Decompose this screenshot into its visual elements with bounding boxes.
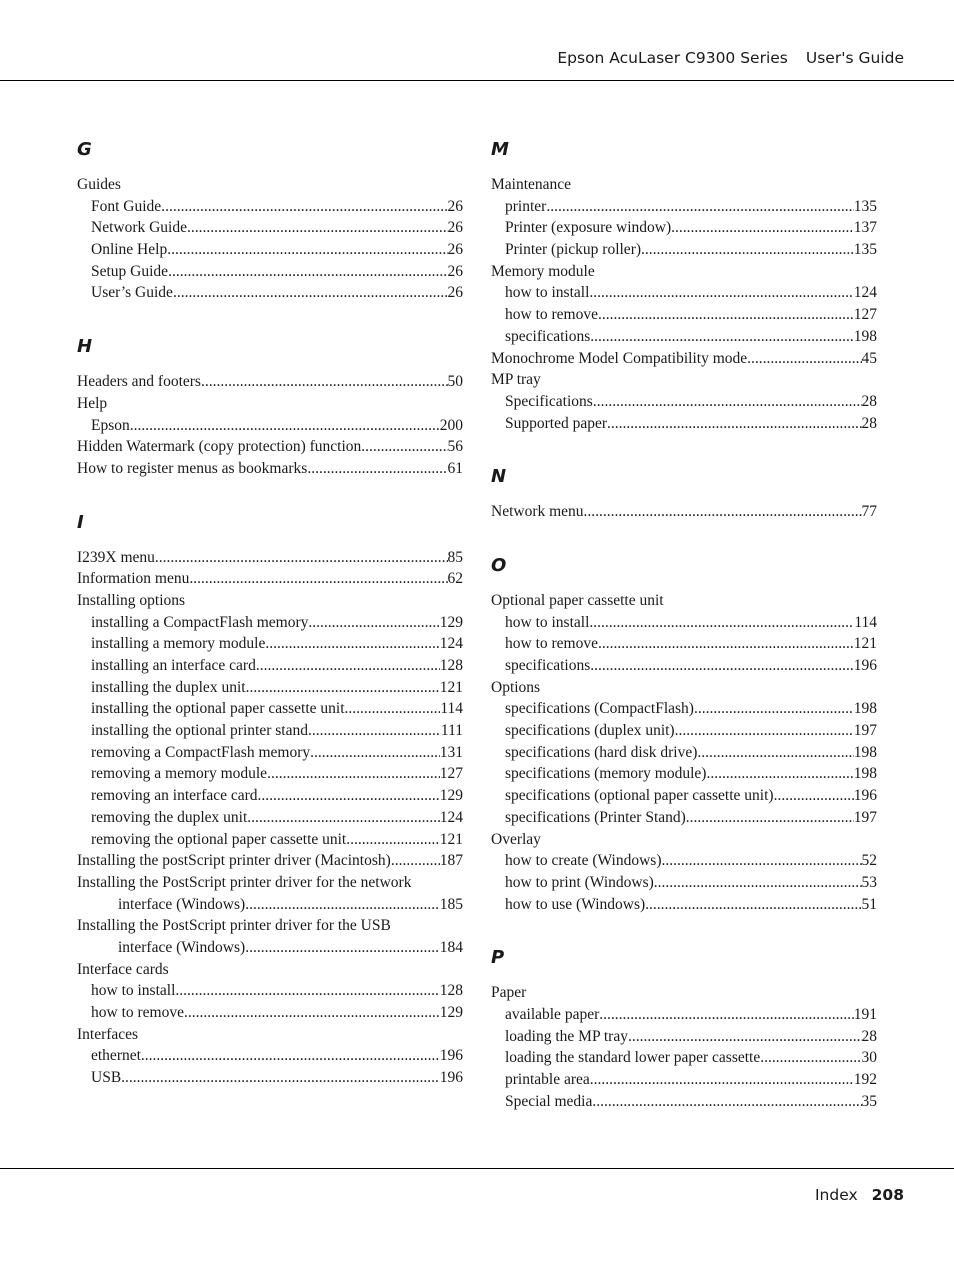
index-page-number[interactable]: 52 <box>861 852 877 870</box>
index-entry <box>77 590 463 612</box>
index-entry-text: Paper <box>491 984 527 1002</box>
index-page-number[interactable]: 124 <box>853 284 877 302</box>
index-entry-text: Optional paper cassette unit <box>491 591 664 609</box>
index-page-number[interactable]: 26 <box>447 262 463 280</box>
index-entry-text: Options <box>491 678 541 696</box>
index-page-number[interactable]: 196 <box>853 657 877 674</box>
index-page-number[interactable]: 192 <box>853 1071 877 1088</box>
page-number: 208 <box>871 1186 904 1204</box>
index-subentry[interactable] <box>77 655 463 677</box>
index-subentry[interactable] <box>491 894 877 916</box>
index-page-number[interactable]: 184 <box>439 938 463 956</box>
index-entry-text: how to print (Windows) <box>505 873 654 891</box>
index-entry-text: Monochrome Model Compatibility mode <box>491 349 748 367</box>
index-entry <box>491 174 877 196</box>
header-guide: User's Guide <box>805 49 904 67</box>
index-entry[interactable] <box>77 872 463 915</box>
index-entry[interactable] <box>77 547 463 569</box>
index-subentry[interactable] <box>491 196 877 218</box>
index-entry-text: Installing the PostScript printer driver for the network <box>77 873 412 891</box>
index-entry-text: Installing the PostScript printer driver for the USB <box>77 917 391 935</box>
index-subentry[interactable] <box>491 872 877 894</box>
index-page-number[interactable]: 26 <box>447 197 463 215</box>
index-subentry[interactable] <box>491 633 877 655</box>
index-page-number[interactable]: 191 <box>853 1005 877 1023</box>
footer-section: Index <box>814 1186 858 1204</box>
index-entry <box>77 1024 463 1046</box>
index-entry[interactable] <box>77 458 463 480</box>
index-entry-text: Interface cards <box>77 960 169 978</box>
index-entry-text: installing the optional paper cassette unit <box>91 700 345 718</box>
index-entry-text: Memory module <box>491 262 595 280</box>
header-product: Epson AcuLaser C9300 Series <box>557 49 788 67</box>
index-subentry[interactable] <box>491 391 877 413</box>
index-page-number[interactable]: 50 <box>447 373 463 391</box>
index-entry-text: removing a memory module <box>91 765 268 783</box>
index-page-number[interactable]: 124 <box>439 808 463 826</box>
index-entry-text: Interfaces <box>77 1025 139 1043</box>
index-page-number[interactable]: 128 <box>439 657 463 674</box>
index-entry-text: how to create (Windows) <box>505 852 662 870</box>
index-page-number[interactable]: 26 <box>447 241 463 259</box>
index-page-number[interactable]: 45 <box>861 349 877 367</box>
index-page-number[interactable]: 56 <box>447 438 463 456</box>
index-page-number[interactable]: 111 <box>440 722 463 740</box>
index-entry-text: how to use (Windows) <box>505 895 646 913</box>
index-page-number[interactable]: 114 <box>854 613 877 631</box>
index-page-number[interactable]: 127 <box>853 306 877 324</box>
index-page-number[interactable]: 28 <box>861 392 877 410</box>
index-entry-text: Hidden Watermark (copy protection) function <box>77 438 362 456</box>
index-letter-heading: P <box>491 947 505 969</box>
index-entry-text: USB <box>91 1069 122 1087</box>
index-page-number[interactable]: 28 <box>861 1027 877 1045</box>
index-subentry[interactable] <box>77 282 463 304</box>
index-page-number[interactable]: 26 <box>447 219 463 237</box>
index-entry-text: Maintenance <box>491 176 572 193</box>
index-section <box>491 465 877 523</box>
index-section <box>491 554 877 915</box>
index-subentry[interactable] <box>77 677 463 699</box>
index-page-number[interactable]: 137 <box>853 219 877 237</box>
index-subentry[interactable] <box>77 239 463 261</box>
index-entry-text: removing a CompactFlash memory <box>91 743 311 761</box>
index-page-number[interactable]: 53 <box>861 873 877 891</box>
index-subentry[interactable] <box>491 217 877 239</box>
index-letter-heading: G <box>77 139 92 160</box>
index-subentry[interactable] <box>491 239 877 261</box>
index-entry <box>77 393 463 415</box>
index-subentry[interactable] <box>77 196 463 218</box>
index-subentry[interactable] <box>491 326 877 348</box>
index-page-number[interactable]: 62 <box>447 570 463 588</box>
index-entry-text: removing the duplex unit <box>91 808 248 826</box>
index-entry-text: Specifications <box>505 392 593 410</box>
index-subentry[interactable] <box>77 980 463 1002</box>
index-subentry[interactable] <box>77 807 463 829</box>
index-section <box>77 511 463 1089</box>
index-page-number[interactable]: 129 <box>439 1004 463 1021</box>
index-letter-heading: O <box>491 554 507 576</box>
index-entry-text: specifications (duplex unit) <box>505 722 675 740</box>
index-entry[interactable] <box>77 915 463 958</box>
index-page-number[interactable]: 121 <box>853 635 877 653</box>
index-entry-text: Network menu <box>491 503 584 521</box>
index-page-number[interactable]: 196 <box>853 787 877 805</box>
index-page-number[interactable]: 196 <box>439 1069 463 1087</box>
index-entry-text: installing the duplex unit <box>91 678 246 696</box>
index-entry[interactable] <box>77 568 463 590</box>
index-entry-text: How to register menus as bookmarks <box>77 459 308 477</box>
index-subentry[interactable] <box>491 698 877 720</box>
index-entry-text: Network Guide <box>91 219 187 237</box>
index-subentry[interactable] <box>491 763 877 785</box>
index-entry-text: specifications (memory module) <box>505 765 707 783</box>
index-entry-text: printer <box>505 197 547 215</box>
index-subentry[interactable] <box>491 1004 877 1026</box>
index-entry-text: ethernet <box>91 1047 141 1065</box>
index-subentry[interactable] <box>491 304 877 326</box>
index-entry <box>491 261 877 283</box>
index-page-number[interactable]: 114 <box>440 700 463 718</box>
index-entry-text: removing the optional paper cassette unit <box>91 830 347 848</box>
index-entry-text: how to install <box>91 982 176 1000</box>
index-entry-text: installing the optional printer stand <box>91 722 308 740</box>
index-subentry[interactable] <box>491 1047 877 1069</box>
index-entry-text: Information menu <box>77 570 190 588</box>
index-entry-text: Supported paper <box>505 414 608 432</box>
index-subentry[interactable] <box>491 742 877 764</box>
index-entry <box>77 959 463 981</box>
index-page-number[interactable]: 51 <box>861 895 877 913</box>
index-page-number[interactable]: 121 <box>439 678 463 696</box>
index-subentry[interactable] <box>77 1067 463 1089</box>
index-subentry[interactable] <box>491 1069 877 1091</box>
index-entry-text: Overlay <box>491 830 541 848</box>
index-section <box>491 946 877 1112</box>
index-page-number[interactable]: 30 <box>861 1049 877 1067</box>
index-page-number[interactable]: 61 <box>447 459 463 477</box>
index-entry-text: specifications (Printer Stand) <box>505 808 686 826</box>
index-page-number[interactable]: 196 <box>439 1047 463 1065</box>
index-entry-text: installing a CompactFlash memory <box>91 613 309 631</box>
index-entry-text: Font Guide <box>91 197 162 215</box>
index-subentry[interactable] <box>77 1045 463 1067</box>
index-entry-text: printable area <box>505 1071 590 1088</box>
index-page-number[interactable]: 198 <box>853 700 877 718</box>
index-page-number[interactable]: 198 <box>853 743 877 761</box>
index-subentry[interactable] <box>491 655 877 677</box>
index-entry-text: removing an interface card <box>91 787 258 805</box>
index-entry-text: I239X menu <box>77 548 155 566</box>
index-letter-heading: N <box>491 466 507 488</box>
index-entry-text: specifications (optional paper cassette unit) <box>505 787 774 805</box>
running-footer <box>815 1186 904 1204</box>
index-section <box>77 138 463 304</box>
index-page-number[interactable]: 77 <box>861 503 877 521</box>
index-page-number[interactable]: 135 <box>853 197 877 215</box>
index-entry-text: available paper <box>505 1005 600 1023</box>
index-page-number[interactable]: 129 <box>439 613 463 631</box>
index-letter-heading: H <box>77 336 93 358</box>
index-entry-text: MP tray <box>491 371 541 389</box>
index-subentry[interactable] <box>77 785 463 807</box>
index-entry <box>491 590 877 612</box>
index-entry-text: how to remove <box>505 635 598 653</box>
index-entry-text: Setup Guide <box>91 262 169 280</box>
index-subentry[interactable] <box>491 807 877 829</box>
index-entry-text: Epson <box>91 416 130 434</box>
index-page-number[interactable]: 198 <box>853 327 877 345</box>
index-entry-text: loading the MP tray <box>505 1027 628 1045</box>
index-entry-text: specifications (CompactFlash) <box>505 700 694 718</box>
index-entry-text: loading the standard lower paper cassette <box>505 1049 761 1067</box>
index-entry[interactable] <box>77 371 463 393</box>
index-subentry[interactable] <box>491 720 877 742</box>
index-letter-heading: I <box>77 511 84 533</box>
index-entry-text: Printer (pickup roller) <box>505 241 642 259</box>
index-entry <box>491 677 877 699</box>
index-entry-text: specifications (hard disk drive) <box>505 743 698 761</box>
index-subentry[interactable] <box>77 829 463 851</box>
index-page-number[interactable]: 197 <box>853 808 877 826</box>
index-entry-text: Printer (exposure window) <box>505 219 672 237</box>
index-page-number[interactable]: 129 <box>439 787 463 805</box>
index-page-number[interactable]: 28 <box>861 414 877 432</box>
index-entry-text: Special media <box>505 1092 593 1110</box>
index-subentry[interactable] <box>77 1002 463 1024</box>
index-subentry[interactable] <box>77 698 463 720</box>
index-entry-text: how to remove <box>91 1004 184 1021</box>
index-entry-text: Guides <box>77 176 121 193</box>
index-section <box>491 138 877 434</box>
index-subentry[interactable] <box>77 261 463 283</box>
index-page-number[interactable]: 128 <box>439 982 463 1000</box>
index-page-number[interactable]: 124 <box>439 635 463 653</box>
index-entry-text: how to install <box>505 613 590 631</box>
index-entry <box>491 829 877 851</box>
index-page-number[interactable]: 135 <box>853 241 877 259</box>
index-section <box>77 335 463 479</box>
index-entry[interactable] <box>77 850 463 872</box>
index-entry-continuation <box>77 894 463 916</box>
index-entry <box>77 174 463 196</box>
index-page-number[interactable]: 35 <box>861 1092 877 1110</box>
index-subentry[interactable] <box>77 612 463 634</box>
index-entry-text: Online Help <box>91 241 168 259</box>
index-subentry[interactable] <box>491 850 877 872</box>
index-subentry[interactable] <box>491 413 877 435</box>
index-entry-text: specifications <box>505 327 591 345</box>
running-header <box>557 49 904 67</box>
index-subentry[interactable] <box>77 217 463 239</box>
index-entry-text-continued: interface (Windows) <box>118 895 246 913</box>
footer-rule <box>0 1168 954 1169</box>
index-entry-text: installing an interface card <box>91 657 256 674</box>
index-subentry[interactable] <box>77 720 463 742</box>
index-subentry[interactable] <box>77 742 463 764</box>
index-entry-text: Help <box>77 394 108 412</box>
index-subentry[interactable] <box>77 763 463 785</box>
header-rule <box>0 80 954 81</box>
index-subentry[interactable] <box>77 415 463 437</box>
index-page-number[interactable]: 200 <box>439 416 463 434</box>
index-letter-heading: M <box>491 139 509 160</box>
index-subentry[interactable] <box>491 282 877 304</box>
index-page-number[interactable]: 85 <box>447 548 463 566</box>
index-entry-text: how to install <box>505 284 590 302</box>
index-entry-text: specifications <box>505 657 591 674</box>
index-entry-text: Installing options <box>77 591 186 609</box>
index-subentry[interactable] <box>491 785 877 807</box>
index-subentry[interactable] <box>491 1091 877 1113</box>
index-page-number[interactable]: 185 <box>439 895 463 913</box>
index-page-number[interactable]: 26 <box>447 284 463 302</box>
index-page-number[interactable]: 198 <box>853 765 877 783</box>
index-entry[interactable] <box>77 436 463 458</box>
index-entry-text: User’s Guide <box>91 284 173 302</box>
index-entry-text-continued: interface (Windows) <box>118 938 246 956</box>
index-entry[interactable] <box>491 348 877 370</box>
index-entry-continuation <box>77 937 463 959</box>
index-entry-text: Headers and footers <box>77 373 201 391</box>
index-page-number[interactable]: 197 <box>853 722 877 740</box>
index-page-number[interactable]: 187 <box>439 852 463 870</box>
index-subentry[interactable] <box>77 633 463 655</box>
index-entry-text: installing a memory module <box>91 635 266 653</box>
index-subentry[interactable] <box>491 612 877 634</box>
index-column-right <box>491 136 877 1112</box>
index-entry-text: Installing the postScript printer driver (Macintosh) <box>77 852 391 870</box>
index-entry-text: how to remove <box>505 306 598 324</box>
index-page-number[interactable]: 127 <box>439 765 463 783</box>
index-entry <box>491 982 877 1004</box>
index-page-number[interactable]: 121 <box>439 830 463 848</box>
index-entry <box>491 369 877 391</box>
index-page-number[interactable]: 131 <box>439 743 463 761</box>
index-column-left <box>77 136 463 1089</box>
index-subentry[interactable] <box>491 1026 877 1048</box>
index-entry[interactable] <box>491 501 877 523</box>
